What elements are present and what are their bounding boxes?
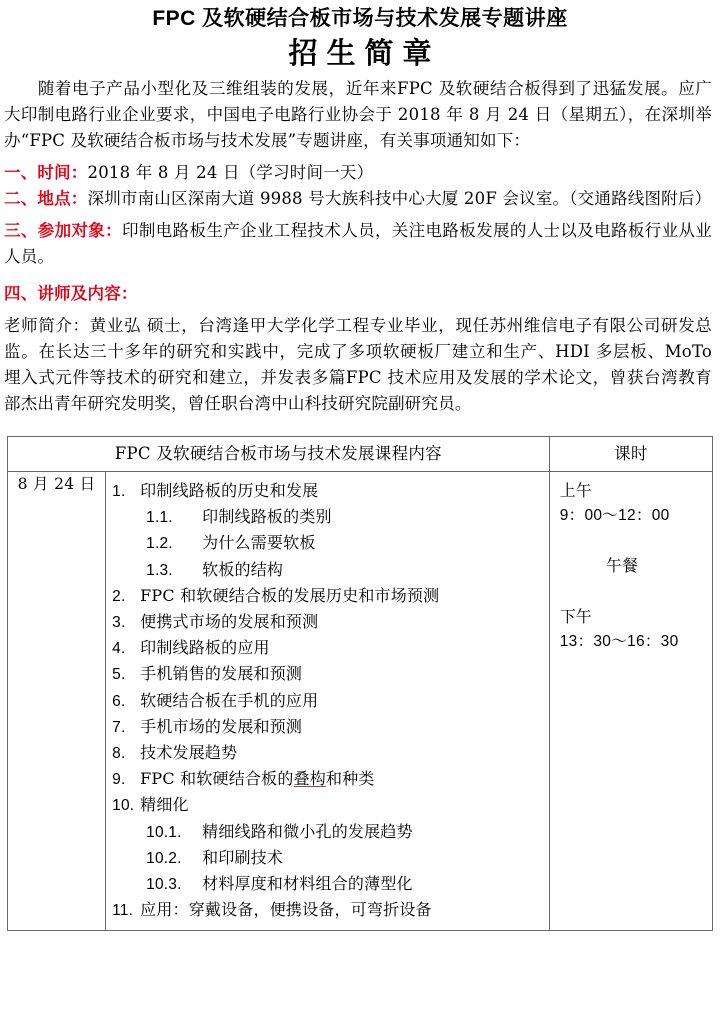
section-location-content: 深圳市南山区深南大道 9988 号大族科技中心大厦 20F 会议室。（交通路线图附后） [87, 188, 712, 208]
course-topic-number: 3. [112, 613, 126, 631]
course-topic-item [106, 714, 549, 740]
course-topic-number: 1.2. [146, 535, 173, 553]
course-topic-text: FPC 和软硬结合板的发展历史和市场预测 [140, 585, 440, 605]
course-topic-item [106, 792, 549, 818]
course-hours-cell [549, 471, 712, 930]
course-topic-item [106, 740, 549, 766]
course-topic-item [106, 661, 549, 687]
course-topic-number: 8. [112, 744, 126, 762]
section-time-label: 一、时间： [4, 162, 88, 182]
course-topic-item [106, 478, 549, 504]
course-topic-item [106, 504, 549, 530]
schedule-block [550, 472, 712, 654]
course-topic-text: 手机销售的发展和预测 [140, 664, 303, 684]
course-topics-list [106, 472, 549, 930]
instructor-bio: 老师简介：黄业弘 硕士，台湾逢甲大学化学工程专业毕业，现任苏州维信电子有限公司研发总监。在长达三十多年的研究和实践中，完成了多项软硬板厂建立和生产、HDI 多层板、MoTo 埋入式元件等技术的研究和建立，并发表多篇FPC 技术应用及发展的学术论文，曾获台湾教育部杰出青年研究发明奖，曾任职台湾中山科技研究院副研究员。 [4, 315, 712, 413]
course-topic-text: 软板的结构 [202, 559, 284, 579]
section-time-content: 2018 年 8 月 24 日（学习时间一天） [87, 162, 374, 182]
course-topic-number: 2. [112, 587, 126, 605]
spacer [560, 579, 712, 604]
course-topic-text: 应用：穿戴设备，便携设备，可弯折设备 [140, 900, 432, 920]
course-topic-item [106, 688, 549, 714]
document-body [0, 76, 720, 436]
course-topic-item [106, 897, 549, 923]
section-audience-label: 三、参加对象： [4, 220, 123, 240]
course-topic-text: 印制线路板的应用 [140, 638, 270, 658]
intro-paragraph: 随着电子产品小型化及三维组装的发展，近年来FPC 及软硬结合板得到了迅猛发展。应广大印制电路行业企业要求，中国电子电路行业协会于 2018 年 8 月 24 日（星期五），在深圳举办“FPC 及软硬结合板市场与技术发展”专题讲座，有关事项通知如下： [4, 78, 712, 150]
page-subtitle: 招生简章 [288, 38, 441, 71]
schedule-afternoon-time: 13：30～16：30 [559, 632, 679, 650]
course-topic-text: 印制线路板的历史和发展 [140, 480, 319, 500]
table-header-hours: 课时 [549, 436, 712, 471]
course-topic-item [106, 557, 549, 583]
course-topic-text: 精细化 [140, 795, 189, 815]
course-topic-text: 软硬结合板在手机的应用 [140, 690, 319, 710]
document-page [0, 6, 720, 1012]
course-topic-number: 5. [112, 666, 126, 684]
table-header-content: FPC 及软硬结合板市场与技术发展课程内容 [8, 436, 550, 471]
course-topic-text: FPC 和软硬结合板的叠构和种类 [140, 769, 375, 789]
table-row [8, 471, 713, 930]
course-topic-item [106, 530, 549, 556]
course-topic-item [106, 609, 549, 635]
course-topic-text: 手机市场的发展和预测 [140, 716, 303, 736]
course-topic-number: 1.1. [146, 509, 173, 527]
section-location [4, 186, 712, 212]
course-topic-item [106, 871, 549, 897]
course-topic-number: 9. [112, 771, 126, 789]
course-topic-number: 1. [112, 482, 126, 500]
section-audience-content: 印制电路板生产企业工程技术人员，关注电路板发展的人士以及电路板行业从业人员。 [4, 220, 712, 266]
course-topic-text: 印制线路板的类别 [202, 507, 332, 527]
course-topic-item [106, 635, 549, 661]
course-topic-number: 1.3. [146, 561, 173, 579]
course-topic-text: 和印刷技术 [202, 847, 284, 867]
schedule-morning-time: 9：00～12：00 [559, 507, 670, 525]
course-topic-item [106, 766, 549, 792]
table-header-row [8, 436, 713, 471]
spacer [4, 417, 712, 436]
course-topics-cell [106, 471, 550, 930]
schedule-afternoon-label: 下午 [559, 606, 592, 626]
spacer [560, 528, 712, 553]
section-instructor-label: 四、讲师及内容： [4, 283, 138, 303]
course-topic-item [106, 845, 549, 871]
section-audience [4, 218, 712, 270]
course-topic-number: 11. [112, 902, 134, 920]
course-date-cell: 8 月 24 日 [8, 471, 106, 930]
schedule-morning-label: 上午 [559, 480, 592, 500]
course-table [7, 436, 713, 931]
course-topic-item [106, 819, 549, 845]
course-topic-item [106, 583, 549, 609]
course-topic-number: 10.2. [146, 849, 182, 867]
course-topic-number: 10.3. [146, 875, 182, 893]
course-topic-number: 4. [112, 640, 126, 658]
course-topic-number: 7. [112, 718, 126, 736]
course-topic-number: 10. [112, 797, 135, 815]
course-topic-number: 6. [112, 692, 126, 710]
course-topic-text: 技术发展趋势 [140, 742, 238, 762]
course-topic-text: 便携式市场的发展和预测 [140, 611, 319, 631]
spacer [4, 270, 712, 281]
schedule-lunch-label: 午餐 [605, 556, 638, 576]
course-topic-text: 为什么需要软板 [202, 533, 316, 553]
course-topic-text: 精细线路和微小孔的发展趋势 [202, 821, 413, 841]
section-location-label: 二、地点： [4, 188, 88, 208]
course-topic-number: 10.1. [146, 823, 182, 841]
section-time [4, 160, 712, 186]
page-title: FPC 及软硬结合板市场与技术发展专题讲座 [152, 7, 568, 30]
course-topic-text: 材料厚度和材料组合的薄型化 [202, 873, 413, 893]
section-instructor [4, 281, 712, 307]
